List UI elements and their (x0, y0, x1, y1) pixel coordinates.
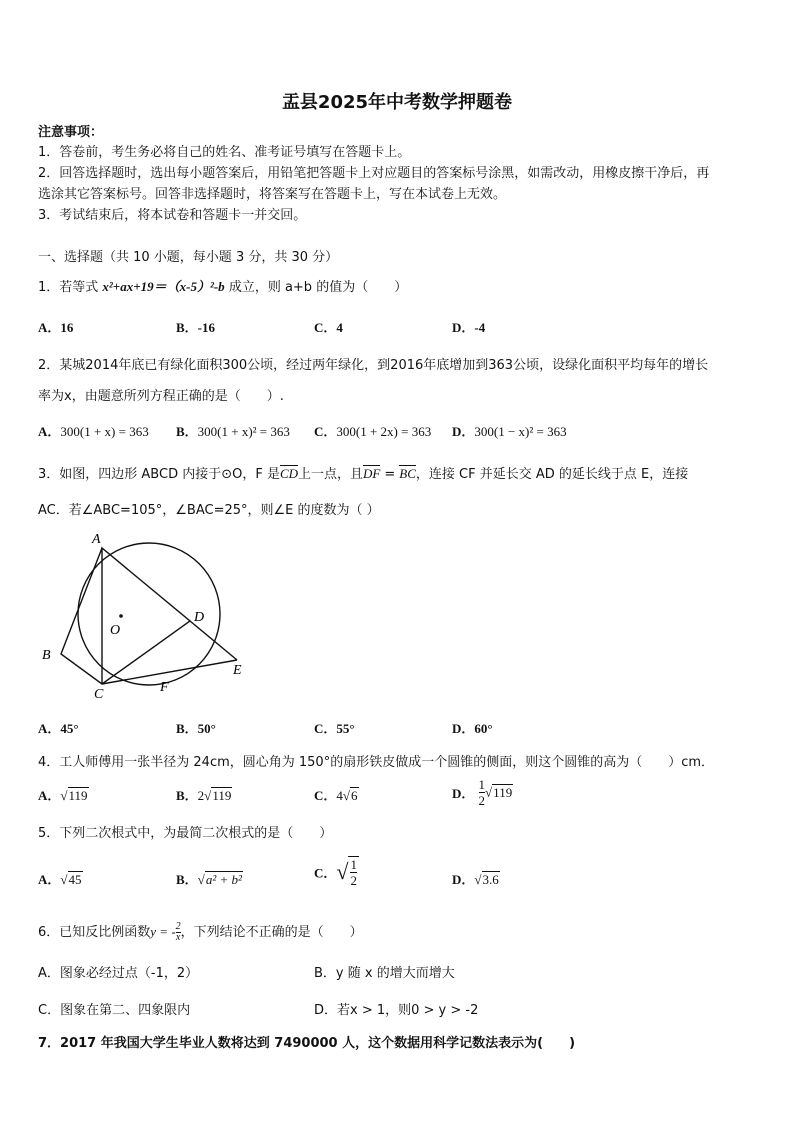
q4-option-c: C．4√6 (314, 788, 358, 803)
page-title: 盂县2025年中考数学押题卷 (281, 92, 513, 113)
label-e: E (233, 663, 242, 678)
notice-heading: 注意事项： (38, 125, 104, 140)
q5-option-b: B．√a² + b² (176, 872, 242, 887)
q1-post: 成立，则 a+b 的值为（ ） (224, 280, 408, 295)
label-b: B (42, 648, 51, 663)
q2-option-b: B．300(1 + x)² = 363 (176, 424, 290, 439)
quadrilateral-abcd (61, 548, 190, 684)
q6-func: y = - (150, 924, 176, 939)
center-dot (119, 614, 123, 618)
q3-arc-df: DF (363, 466, 381, 481)
notice-item-3: 3．考试结束后，将本试卷和答题卡一并交回。 (38, 208, 307, 223)
q2-option-d: D．300(1 − x)² = 363 (452, 424, 567, 439)
q3-line-2: AC．若∠ABC=105°，∠BAC=25°，则∠E 的度数为（ ） (38, 503, 380, 518)
q6-option-b: B．y 随 x 的增大而增大 (314, 966, 455, 981)
question-1 (38, 276, 407, 295)
label-c: C (94, 687, 104, 702)
label-a: A (92, 532, 101, 547)
q4-option-a: A．√119 (38, 788, 88, 803)
q1-option-c: C．4 (314, 320, 343, 335)
q2-option-a: A．300(1 + x) = 363 (38, 424, 149, 439)
label-d: D (194, 610, 205, 625)
section-heading: 一、选择题（共 10 小题，每小题 3 分，共 30 分） (38, 250, 339, 265)
q1-option-b: B．-16 (176, 320, 216, 335)
q2-option-c-expr: 300(1 + 2x) = 363 (336, 424, 432, 439)
q6-option-d: D．若x > 1，则0 > y > -2 (314, 1003, 479, 1018)
q2-line-2: 率为x，由题意所列方程正确的是（ ）. (38, 389, 284, 404)
notice-item-1: 1．答卷前，考生务必将自己的姓名、准考证号填写在答题卡上。 (38, 145, 411, 160)
q3-option-a: A．45° (38, 721, 79, 736)
q3-option-c: C．55° (314, 721, 355, 736)
q2-option-a-expr: 300(1 + x) = 363 (60, 424, 149, 439)
q4-option-b: B．2√119 (176, 788, 232, 803)
q6-text: 6．已知反比例函数y = - $\frac{2}{x}$ ，下列结论不正确的是（ ） (38, 921, 363, 943)
label-f: F (160, 680, 169, 695)
q3-line-1: 3．如图，四边形 ABCD 内接于⊙O，F 是CD上一点，且DF = BC，连接 CF 并延长交 AD 的延长线于点 E，连接 (38, 466, 689, 482)
q3-arc-bc: BC (399, 466, 416, 481)
q2-option-c: C．300(1 + 2x) = 363 (314, 424, 432, 439)
q3-option-b: B．50° (176, 721, 216, 736)
q3-figure (30, 528, 260, 703)
q4-text: 4．工人师傅用一张半径为 24cm，圆心角为 150°的扇形铁皮做成一个圆锥的侧面，则这个圆锥的高为（ ）cm． (38, 755, 715, 770)
q5-option-a: A．√45 (38, 872, 82, 887)
q5-option-d: D．√3.6 (452, 872, 499, 887)
q6-option-a: A．图象必经过点（-1，2） (38, 966, 199, 981)
notice-item-2: 2．回答选择题时，选出每小题答案后，用铅笔把答题卡上对应题目的答案标号涂黑，如需改动，用橡皮擦干净后，再 (38, 166, 710, 181)
q5-text: 5．下列二次根式中，为最简二次根式的是（ ） (38, 826, 333, 841)
q3-option-d: D．60° (452, 721, 493, 736)
q1-option-a: A．16 (38, 320, 74, 335)
line-ce (102, 660, 237, 684)
line-de (190, 621, 237, 660)
q4-option-d: D． $\frac{1}{2}$ √119 (452, 777, 513, 808)
q1-option-d: D．-4 (452, 320, 486, 335)
q6-option-c: C．图象在第二、四象限内 (38, 1003, 191, 1018)
notice-item-2-cont: 选涂其它答案标号。回答非选择题时，将答案写在答题卡上，写在本试卷上无效。 (38, 187, 507, 202)
label-o: O (110, 623, 121, 638)
q2-option-d-expr: 300(1 − x)² = 363 (474, 424, 567, 439)
q5-option-c: C．√ $\frac{1}{2}$ (314, 857, 357, 888)
q7-text: 7．2017 年我国大学生毕业人数将达到 7490000 人，这个数据用科学记数法表示为( ) (38, 1036, 576, 1051)
q3-arc-cd: CD (279, 466, 299, 481)
q1-pre: 1．若等式 (38, 280, 103, 295)
q1-expr: x²+ax+19＝（x-5）²-b (102, 279, 225, 294)
q2-option-b-expr: 300(1 + x)² = 363 (197, 424, 290, 439)
q2-line-1: 2．某城2014年底已有绿化面积300公顷，经过两年绿化，到2016年底增加到363公顷，设绿化面积平均每年的增长 (38, 358, 709, 373)
